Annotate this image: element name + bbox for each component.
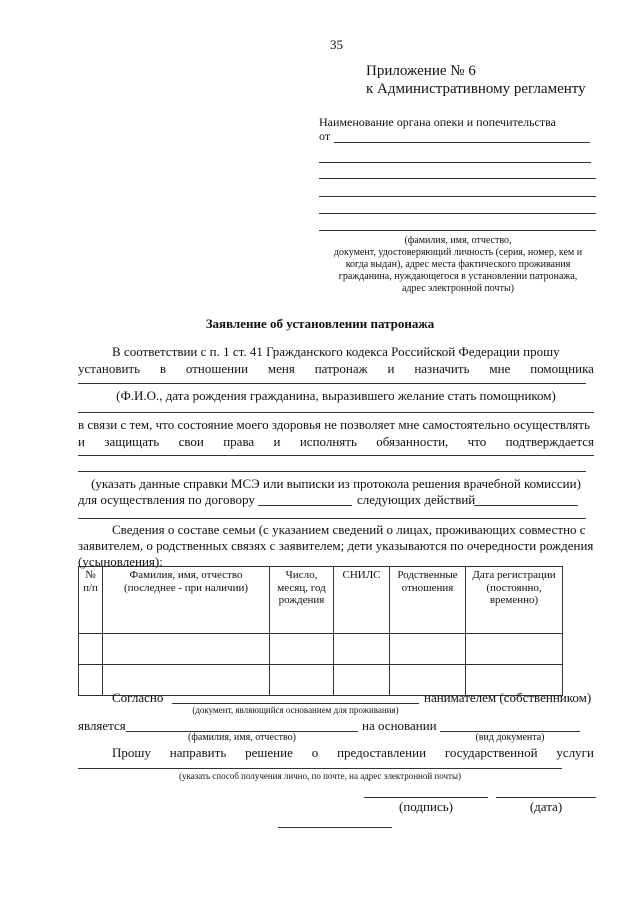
addressee-note-line: (фамилия, имя, отчество, <box>404 235 512 246</box>
addressee-note-line: когда выдан), адрес места фактического проживания <box>345 259 571 270</box>
word: услуги <box>556 745 594 760</box>
mse-field-line-2[interactable] <box>78 471 586 472</box>
note-document-type: (вид документа) <box>475 732 545 743</box>
document-title: Заявление об установлении патронажа <box>205 316 435 331</box>
family-table <box>78 566 563 696</box>
word: обязанности, <box>376 434 449 449</box>
word: направить <box>169 745 227 760</box>
addressee-note-line: документ, удостоверяющий личность (серия, номер, кем и <box>333 247 583 258</box>
table-cell[interactable] <box>103 634 270 665</box>
contract-field[interactable] <box>258 505 352 506</box>
word: государственной <box>444 745 538 760</box>
word: и <box>273 434 281 449</box>
assistant-field-line-2[interactable] <box>78 412 594 413</box>
is-label: является <box>78 718 126 733</box>
table-cell[interactable] <box>270 665 334 696</box>
word: свои <box>178 434 204 449</box>
table-cell[interactable] <box>79 634 103 665</box>
date-field[interactable] <box>496 797 596 798</box>
note-basis-document: (документ, являющийся основанием для проживания) <box>192 705 399 715</box>
addressee-note-line: адрес электронной почты) <box>401 283 514 294</box>
table-header-cell: Дата регистрации (постоянно, временно) <box>466 567 563 634</box>
table-header-cell: Число, месяц, год рождения <box>270 567 334 634</box>
org-name-label: Наименование органа опеки и попечительства <box>319 115 556 129</box>
note-mse: (указать данные справки МСЭ или выписки из протокола решения врачебной комиссии) <box>91 476 581 491</box>
body-text-line: (усыновления): <box>78 554 163 569</box>
word: назначить <box>414 361 470 376</box>
appendix-regulation: к Административному регламенту <box>366 81 586 97</box>
word: подтверждается <box>505 434 594 449</box>
tenant-label: нанимателем (собственником) <box>424 690 592 705</box>
addressee-line-3[interactable] <box>319 178 596 179</box>
table-header-row <box>79 567 563 634</box>
addressee-line-5[interactable] <box>319 213 596 214</box>
body-justified-line-2 <box>78 435 594 448</box>
word: в <box>159 361 167 376</box>
note-tenant-fio: (фамилия, имя, отчество) <box>188 732 296 743</box>
table-cell[interactable] <box>466 634 563 665</box>
word: исполнять <box>299 434 357 449</box>
body-text-line: В соответствии с п. 1 ст. 41 Гражданского кодекса Российской Федерации прошу <box>112 344 560 359</box>
contract-label: для осуществления по договору <box>78 492 255 507</box>
note-delivery-method: (указать способ получения лично, по почте, на адрес электронной почты) <box>178 771 462 781</box>
word: права <box>223 434 255 449</box>
according-label: Согласно <box>112 690 164 705</box>
table-row <box>79 634 563 665</box>
body-text-line: Сведения о составе семьи (с указанием сведений о лицах, проживающих совместно с <box>112 522 586 537</box>
page-number: 35 <box>330 37 343 52</box>
table-header-cell: Родственные отношения <box>390 567 466 634</box>
word: решение <box>245 745 293 760</box>
actions-field-line-2[interactable] <box>78 518 586 519</box>
assistant-field-line[interactable] <box>78 383 586 384</box>
actions-field[interactable] <box>474 505 578 506</box>
from-label: от <box>319 129 331 143</box>
from-field-line[interactable] <box>334 142 590 143</box>
word: отношении <box>185 361 249 376</box>
table-cell[interactable] <box>79 665 103 696</box>
word: установить <box>78 361 141 376</box>
addressee-line-2[interactable] <box>319 162 591 163</box>
mse-field-line[interactable] <box>78 455 594 456</box>
request-justified-line <box>112 746 594 759</box>
table-header-cell: СНИЛС <box>334 567 390 634</box>
word: защищать <box>104 434 160 449</box>
date-label: (дата) <box>529 799 563 814</box>
addressee-line-4[interactable] <box>319 196 596 197</box>
table-cell[interactable] <box>390 634 466 665</box>
word: Прошу <box>112 745 151 760</box>
table-cell[interactable] <box>334 634 390 665</box>
word: что <box>467 434 487 449</box>
word: и <box>78 434 85 449</box>
table-cell[interactable] <box>270 634 334 665</box>
table-cell[interactable] <box>334 665 390 696</box>
body-justified-line-1 <box>78 362 594 375</box>
word: мне <box>489 361 511 376</box>
word: помощника <box>530 361 594 376</box>
basis-document-field[interactable] <box>172 703 419 704</box>
addressee-note-line: гражданина, нуждающегося в установлении патронажа, <box>338 271 578 282</box>
word: и <box>387 361 395 376</box>
body-text-line: заявителем, о родственных связях с заявителем; дети указываются по очередности рождения <box>78 538 594 553</box>
signature-label: (подпись) <box>399 799 453 814</box>
signature-field[interactable] <box>364 797 488 798</box>
body-text-line: в связи с тем, что состояние моего здоровья не позволяет мне самостоятельно осуществлять <box>78 417 590 432</box>
word: патронаж <box>314 361 368 376</box>
basis-label: на основании <box>362 718 437 733</box>
table-header-cell: Фамилия, имя, отчество (последнее - при наличии) <box>103 567 270 634</box>
note-assistant-fio: (Ф.И.О., дата рождения гражданина, выразившего желание стать помощником) <box>116 388 556 403</box>
delivery-method-field[interactable] <box>78 768 562 769</box>
addressee-line-6[interactable] <box>319 230 596 231</box>
word: предоставлении <box>337 745 427 760</box>
appendix-number: Приложение № 6 <box>366 63 476 79</box>
word: меня <box>267 361 295 376</box>
actions-label: следующих действий <box>357 492 476 507</box>
divider <box>278 827 392 828</box>
table-header-cell: № п/п <box>79 567 103 634</box>
word: о <box>311 745 319 760</box>
